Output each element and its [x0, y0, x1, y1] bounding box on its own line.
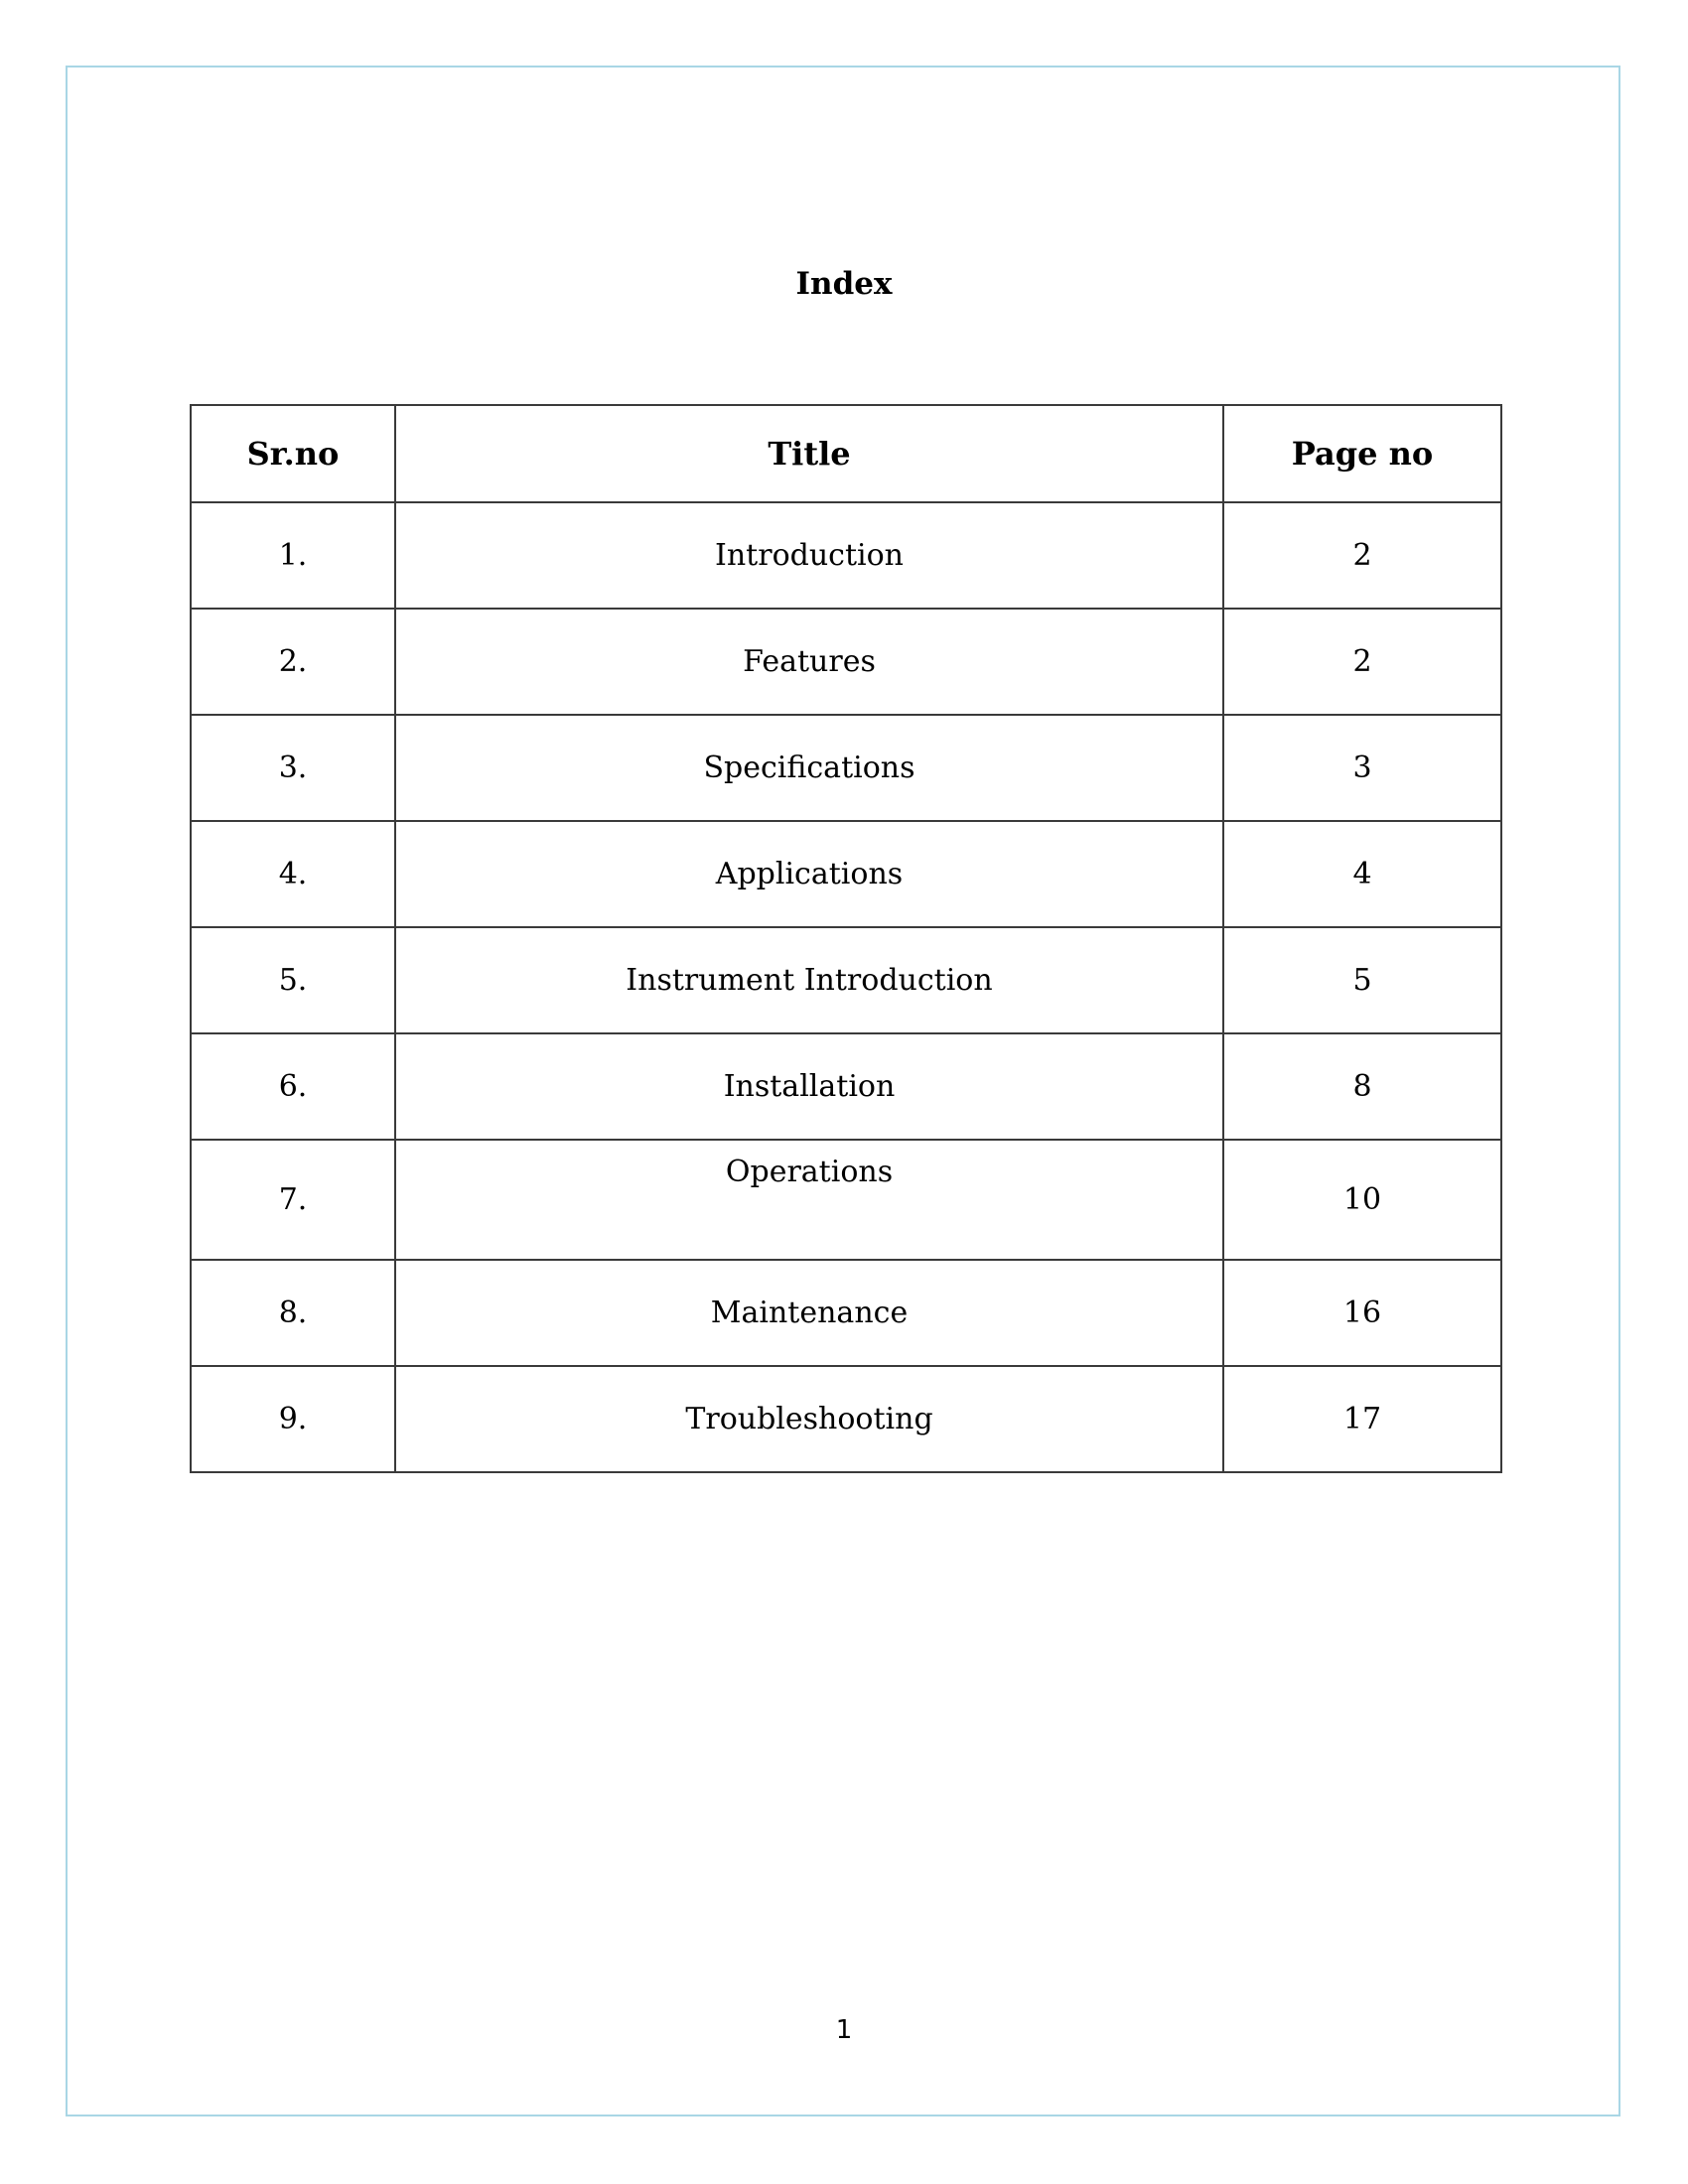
table-row — [191, 502, 1501, 609]
table-row — [191, 927, 1501, 1033]
cell-title: Operations — [395, 1140, 1223, 1260]
table-header-row — [191, 405, 1501, 502]
cell-title: Features — [395, 609, 1223, 715]
page-title: Index — [795, 266, 893, 302]
cell-title: Maintenance — [395, 1260, 1223, 1366]
cell-title: Instrument Introduction — [395, 927, 1223, 1033]
page-number: 1 — [835, 2015, 853, 2045]
table-row — [191, 715, 1501, 821]
cell-page-no: 5 — [1223, 927, 1501, 1033]
cell-page-no: 8 — [1223, 1033, 1501, 1140]
table-row — [191, 1260, 1501, 1366]
index-table — [190, 404, 1502, 1473]
table-row — [191, 609, 1501, 715]
cell-page-no: 2 — [1223, 609, 1501, 715]
cell-title: Specifications — [395, 715, 1223, 821]
table-row — [191, 821, 1501, 927]
table-row — [191, 1033, 1501, 1140]
cell-sr-no: 8. — [191, 1260, 395, 1366]
header-title: Title — [395, 405, 1223, 502]
cell-page-no: 17 — [1223, 1366, 1501, 1472]
header-sr-no: Sr.no — [191, 405, 395, 502]
cell-sr-no: 1. — [191, 502, 395, 609]
cell-page-no: 4 — [1223, 821, 1501, 927]
cell-title: Installation — [395, 1033, 1223, 1140]
cell-page-no: 16 — [1223, 1260, 1501, 1366]
cell-sr-no: 9. — [191, 1366, 395, 1472]
cell-page-no: 10 — [1223, 1140, 1501, 1260]
cell-sr-no: 2. — [191, 609, 395, 715]
cell-title: Applications — [395, 821, 1223, 927]
cell-sr-no: 6. — [191, 1033, 395, 1140]
cell-sr-no: 5. — [191, 927, 395, 1033]
header-page-no: Page no — [1223, 405, 1501, 502]
table-row — [191, 1366, 1501, 1472]
cell-title: Introduction — [395, 502, 1223, 609]
cell-page-no: 2 — [1223, 502, 1501, 609]
cell-title: Troubleshooting — [395, 1366, 1223, 1472]
cell-sr-no: 7. — [191, 1140, 395, 1260]
cell-sr-no: 3. — [191, 715, 395, 821]
table-row — [191, 1140, 1501, 1260]
cell-sr-no: 4. — [191, 821, 395, 927]
cell-page-no: 3 — [1223, 715, 1501, 821]
